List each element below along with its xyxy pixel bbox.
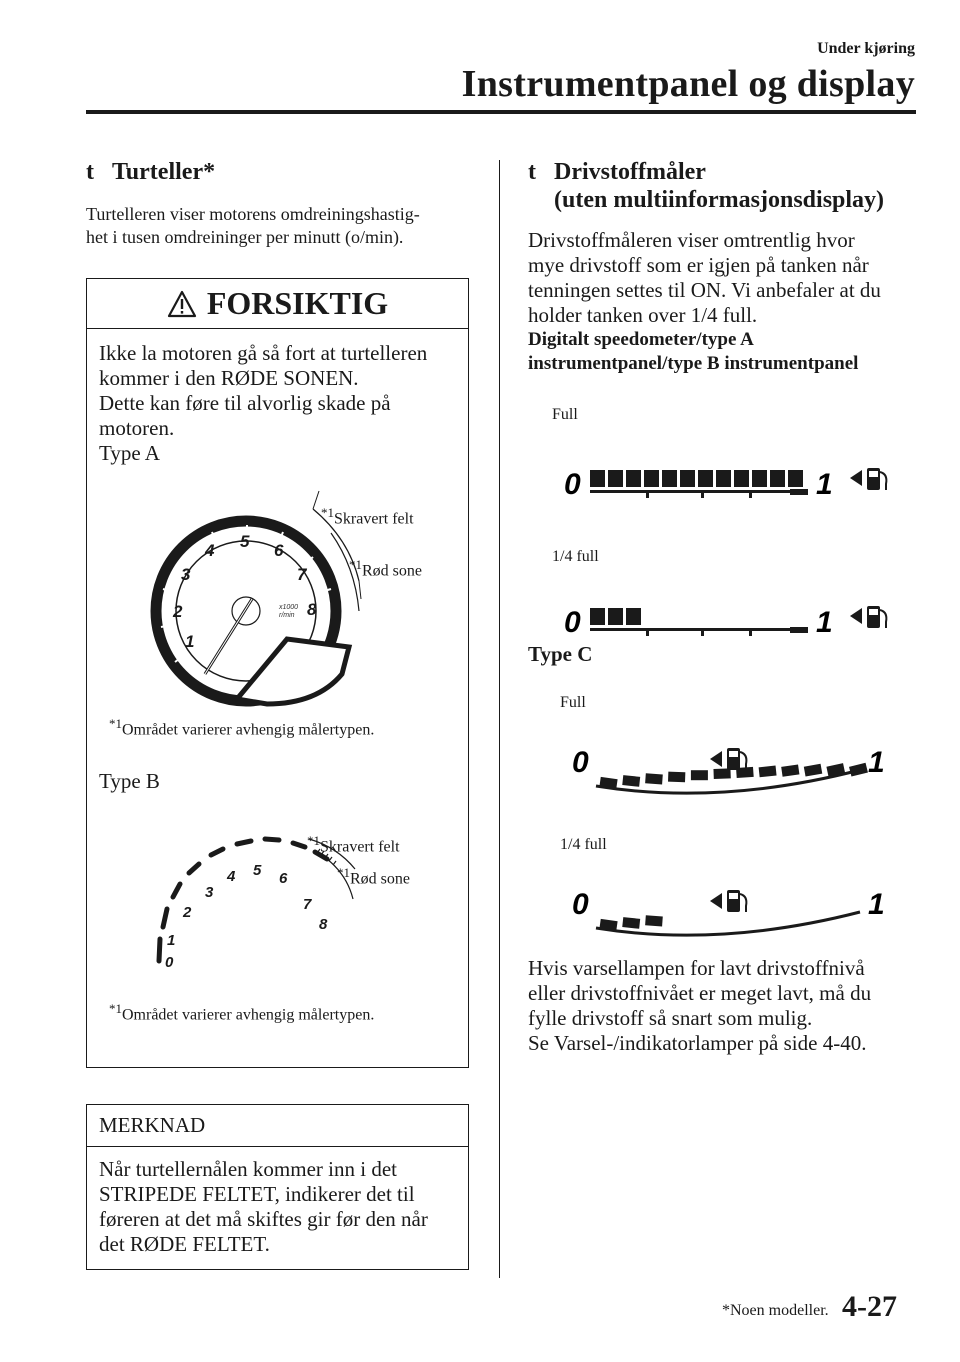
heading-bullet: t [528,159,536,185]
gauge-a-tick-label: 4 [205,541,215,560]
type-c-label: Type C [528,642,593,666]
note-line: føreren at det må skiftes gir før den når [99,1207,428,1231]
gauge-a-tick-label: 6 [274,541,284,560]
fuel-pump-icon [867,468,886,490]
fuel-level-bar [668,772,685,783]
gauge-a-callout-shaded: $^{*1}$Skravert felt [321,505,414,528]
caution-line: Dette kan føre til alvorlig skade på [99,391,391,415]
note-line: STRIPEDE FELTET, indikerer det til [99,1182,415,1206]
intro-line: holder tanken over 1/4 full. [528,303,758,327]
note-box [86,1104,469,1270]
caution-title: FORSIKTIG [206,285,389,321]
warning-triangle-icon [167,290,197,318]
fuel-level-bar [626,470,641,487]
subhead-line: Digitalt speedometer/type A [528,329,754,350]
header-rule [86,110,916,114]
fuel-level-bar [622,917,640,929]
fuel-level-bar [608,608,623,625]
subhead-line: instrumentpanel/type B instrumentpanel [528,353,859,374]
gauge-b-tick-label: 2 [183,904,192,921]
fuel-level-bar [645,773,663,784]
fuel-level-bar [716,470,731,487]
fuel-level-bar [770,470,785,487]
gauge-a-tick-label: 1 [185,632,195,651]
note-title: MERKNAD [99,1113,206,1137]
caution-text [99,341,427,466]
gauge-a-tick-label: 2 [173,602,183,621]
column-divider [499,160,500,1278]
intro-line: tenningen settes til ON. Vi anbefaler at du [528,278,881,302]
fuel-max-label: 1 [816,606,833,639]
fuel-gauge-c-full [560,734,900,808]
gauge-a-tick-label: 7 [297,565,307,584]
fuel-arrow-icon [710,893,722,909]
intro-line: Turtelleren viser motorens omdreiningshastig- [86,204,420,224]
gauge-a-callout-red: $^{*1}$Rød sone [349,557,422,580]
page-number: 4-27 [842,1290,897,1323]
gauge-b-tick-label: 3 [205,884,214,901]
intro-line: het i tusen omdreininger per minutt (o/min). [86,227,404,247]
fuel-level-bar [645,915,663,926]
footnote-models: *Noen modeller. [722,1302,829,1319]
section-name: Under kjøring [817,40,915,57]
fuel-level-bar [781,765,799,777]
gauge-b-tick-label: 4 [227,868,236,885]
fuel-level-bar [590,608,605,625]
fuel-arrow-icon [710,751,722,767]
intro-line: Drivstoffmåleren viser omtrentlig hvor [528,228,855,252]
intro-line: mye drivstoff som er igjen på tanken når [528,253,869,277]
gauge-a-footnote: $^{*1}$Området varierer avhengig målertypen. [109,716,375,739]
fuel-level-bar [736,767,754,778]
fuel-max-label: 1 [868,746,885,779]
type-b-label: Type B [99,769,160,793]
gauge-a-tick-label: 5 [240,532,250,551]
fuel-min-label: 0 [564,468,581,501]
fuel-full-label: Full [552,406,578,423]
gauge-b-callout-red: $^{*1}$Rød sone [337,865,410,888]
gauge-b-tick-label: 6 [279,870,288,887]
fuel-gauge-subhead [528,328,858,376]
note-text [99,1157,428,1257]
fuel-level-bar [691,770,708,780]
fuel-level-bar [849,763,868,777]
heading-text: Turteller* [112,159,216,185]
caution-line: Ikke la motoren gå så fort at turtelleren [99,341,428,365]
gauge-b-tick-label: 5 [253,862,262,879]
note-header [87,1105,468,1147]
fuel-level-bar [713,768,730,779]
fuel-level-bar [608,470,623,487]
fuel-min-label: 0 [572,746,589,779]
gauge-a-tick-label: 3 [181,565,191,584]
heading-line: Drivstoffmåler [554,159,706,185]
fuel-max-label: 1 [816,468,833,501]
fuel-arrow-icon [850,470,862,486]
note-line: det RØDE FELTET. [99,1232,270,1256]
outro-line: fylle drivstoff så snart som mulig. [528,1006,813,1030]
fuel-level-bar [804,764,822,777]
fuel-arrow-icon [850,608,862,624]
gauge-b-tick-label: 1 [167,932,176,949]
fuel-level-bar [788,470,803,487]
fuel-level-bar [734,470,749,487]
heading-line: (uten multiinformasjonsdisplay) [554,187,885,213]
tachometer-type-b-illustration [87,809,468,969]
gauge-b-footnote: $^{*1}$Området varierer avhengig målertypen. [109,1001,375,1024]
gauge-a-dial [156,521,349,704]
fuel-level-bar [622,775,640,787]
fuel-c-quarter-label: 1/4 full [560,836,607,853]
fuel-level-bar [590,470,605,487]
fuel-gauge-ab-full [560,458,900,506]
fuel-level-bar [698,470,713,487]
fuel-pump-icon [867,606,886,628]
note-line: Når turtellernålen kommer inn i det [99,1157,397,1181]
gauge-a-unit-bottom: r/min [279,612,295,619]
caution-line: kommer i den RØDE SONEN. [99,366,359,390]
tachometer-heading [86,158,215,186]
fuel-min-label: 0 [572,888,589,921]
type-a-label: Type A [99,441,160,465]
gauge-b-tick-label: 7 [303,896,312,913]
gauge-a-tick-label: 8 [307,600,317,619]
fuel-level-bar [662,470,677,487]
fuel-level-bar [752,470,767,487]
fuel-gauge-outro [528,956,871,1056]
caution-header [87,279,468,329]
heading-bullet: t [86,159,94,185]
caution-line: motoren. [99,416,175,440]
fuel-pump-icon [727,748,746,770]
tachometer-intro [86,203,420,249]
caution-box [86,278,469,1068]
fuel-level-bar [626,608,641,625]
gauge-b-tick-label: 8 [319,916,328,933]
fuel-max-label: 1 [868,888,885,921]
fuel-gauge-c-quarter [560,876,900,950]
fuel-gauge-intro [528,228,881,328]
fuel-level-bar [680,470,695,487]
outro-line: Hvis varsellampen for lavt drivstoffnivå [528,956,865,980]
page-title: Instrumentpanel og display [461,63,915,105]
fuel-c-full-label: Full [560,694,586,711]
gauge-a-unit-top: x1000 [279,604,299,611]
fuel-pump-icon [727,890,746,912]
fuel-level-bar [759,766,777,778]
fuel-min-label: 0 [564,606,581,639]
fuel-gauge-ab-quarter [560,596,900,644]
gauge-b-callout-shaded: $^{*1}$Skravert felt [307,833,400,856]
outro-line: Se Varsel-/indikatorlamper på side 4-40. [528,1031,867,1055]
fuel-gauge-heading [528,158,884,214]
outro-line: eller drivstoffnivået er meget lavt, må du [528,981,872,1005]
fuel-quarter-label: 1/4 full [552,548,599,565]
fuel-level-bar [644,470,659,487]
gauge-b-tick-label: 0 [165,954,174,969]
